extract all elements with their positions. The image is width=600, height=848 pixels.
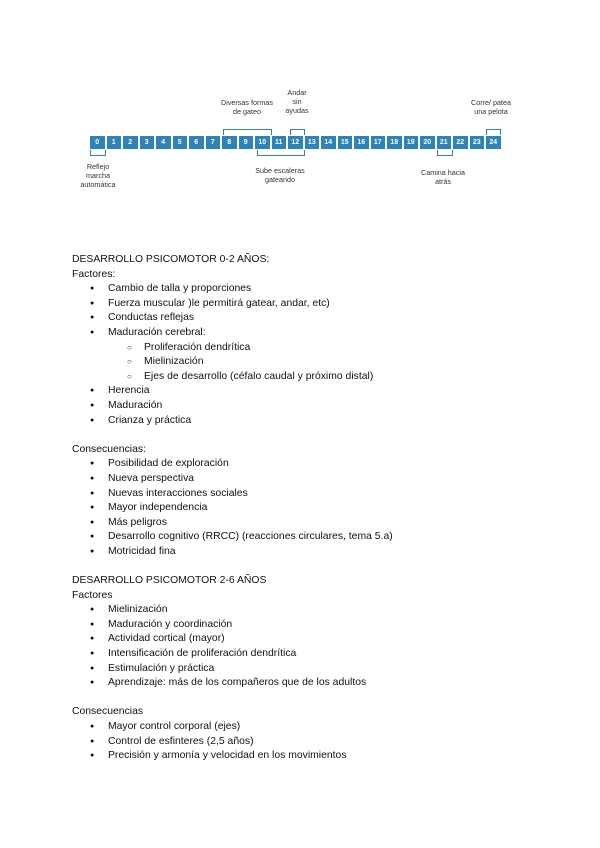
section-0-2-factors [72, 253, 572, 428]
list-item: ● Precisión y armonía y velocidad en los movimientos [72, 749, 572, 764]
month-cell: 14 [321, 136, 336, 149]
consequences-label: Consecuencias [72, 706, 144, 718]
list-item: ● Fuerza muscular )le permitirá gatear, andar, etc) [72, 297, 572, 312]
list-item: ● Mayor independencia [72, 501, 572, 516]
list-item: ● Actividad cortical (mayor) [72, 632, 572, 647]
label-reflejo: Reflejo marcha automática [80, 162, 116, 189]
factors-list-cont [72, 384, 572, 428]
factors-list [72, 603, 572, 691]
sub-list-item: ○ Proliferación dendrítica [72, 341, 572, 356]
section-0-2-consequences [72, 443, 572, 560]
list-item: ● Mielinización [72, 603, 572, 618]
month-cell: 4 [156, 136, 171, 149]
list-item: ● Crianza y práctica [72, 414, 572, 429]
month-cell: 3 [140, 136, 155, 149]
list-item: ● Nuevas interacciones sociales [72, 487, 572, 502]
brace-camina [437, 150, 453, 156]
list-item: ● Maduración cerebral: [72, 326, 572, 341]
month-cell: 6 [189, 136, 204, 149]
section-title: DESARROLLO PSICOMOTOR 0-2 AÑOS: [72, 254, 270, 265]
label-corre: Corre/ patea una pelota [471, 98, 511, 116]
list-item: ● Desarrollo cognitivo (RRCC) (reacciones circulares, tema 5.a) [72, 530, 572, 545]
brace-andar [290, 129, 305, 135]
label-gateo: Diversas formas de gateo [221, 98, 273, 116]
section-title: DESARROLLO PSICOMOTOR 2-6 AÑOS [72, 575, 267, 587]
sub-list-item: ○ Ejes de desarrollo (céfalo caudal y próximo distal) [72, 370, 572, 385]
list-item: ● Intensificación de proliferación dendrítica [72, 647, 572, 662]
month-cell: 24 [486, 136, 501, 149]
development-timeline-figure [0, 0, 600, 200]
consequences-label: Consecuencias: [72, 443, 146, 455]
list-item: ● Maduración y coordinación [72, 618, 572, 633]
factors-label: Factores: [72, 268, 116, 280]
month-cell: 9 [239, 136, 254, 149]
month-timeline [90, 136, 501, 149]
document-body [72, 253, 572, 778]
list-item: ● Nueva perspectiva [72, 472, 572, 487]
list-item: ● Conductas reflejas [72, 311, 572, 326]
brace-escaleras [257, 150, 305, 156]
month-cell: 10 [255, 136, 270, 149]
brace-gateo [223, 129, 272, 135]
month-cell: 17 [371, 136, 386, 149]
month-cell: 16 [354, 136, 369, 149]
consequences-list [72, 720, 572, 764]
list-item: ● Posibilidad de exploración [72, 457, 572, 472]
month-cell: 18 [387, 136, 402, 149]
month-cell: 21 [437, 136, 452, 149]
factors-list [72, 282, 572, 340]
month-cell: 8 [222, 136, 237, 149]
month-cell: 5 [173, 136, 188, 149]
list-item: ● Mayor control corporal (ejes) [72, 720, 572, 735]
month-cell: 15 [338, 136, 353, 149]
month-cell: 23 [470, 136, 485, 149]
month-cell: 2 [123, 136, 138, 149]
section-2-6-factors [72, 574, 572, 691]
list-item: ● Herencia [72, 384, 572, 399]
list-item: ● Control de esfinteres (2,5 años) [72, 735, 572, 750]
list-item: ● Cambio de talla y proporciones [72, 282, 572, 297]
factors-label: Factores [72, 589, 113, 601]
sub-list-item: ○ Mielinización [72, 355, 572, 370]
list-item: ● Más peligros [72, 516, 572, 531]
label-camina: Camina hacia atrás [421, 168, 465, 186]
month-cell: 22 [453, 136, 468, 149]
month-cell: 1 [107, 136, 122, 149]
month-cell: 0 [90, 136, 105, 149]
label-escaleras: Sube escaleras gateando [255, 166, 305, 184]
list-item: ● Estimulación y práctica [72, 662, 572, 677]
consequences-list [72, 457, 572, 559]
list-item: ● Motricidad fina [72, 545, 572, 560]
list-item: ● Maduración [72, 399, 572, 414]
maduracion-sublist [72, 341, 572, 385]
month-cell: 11 [272, 136, 287, 149]
list-item: ● Aprendizaje: más de los compañeros que de los adultos [72, 676, 572, 691]
brace-reflejo [90, 150, 106, 156]
month-cell: 13 [305, 136, 320, 149]
month-cell: 20 [420, 136, 435, 149]
brace-corre [486, 129, 501, 135]
month-cell: 7 [206, 136, 221, 149]
label-andar: Andar sin ayudas [285, 88, 309, 115]
month-cell: 19 [404, 136, 419, 149]
month-cell: 12 [288, 136, 303, 149]
section-2-6-consequences [72, 705, 572, 763]
